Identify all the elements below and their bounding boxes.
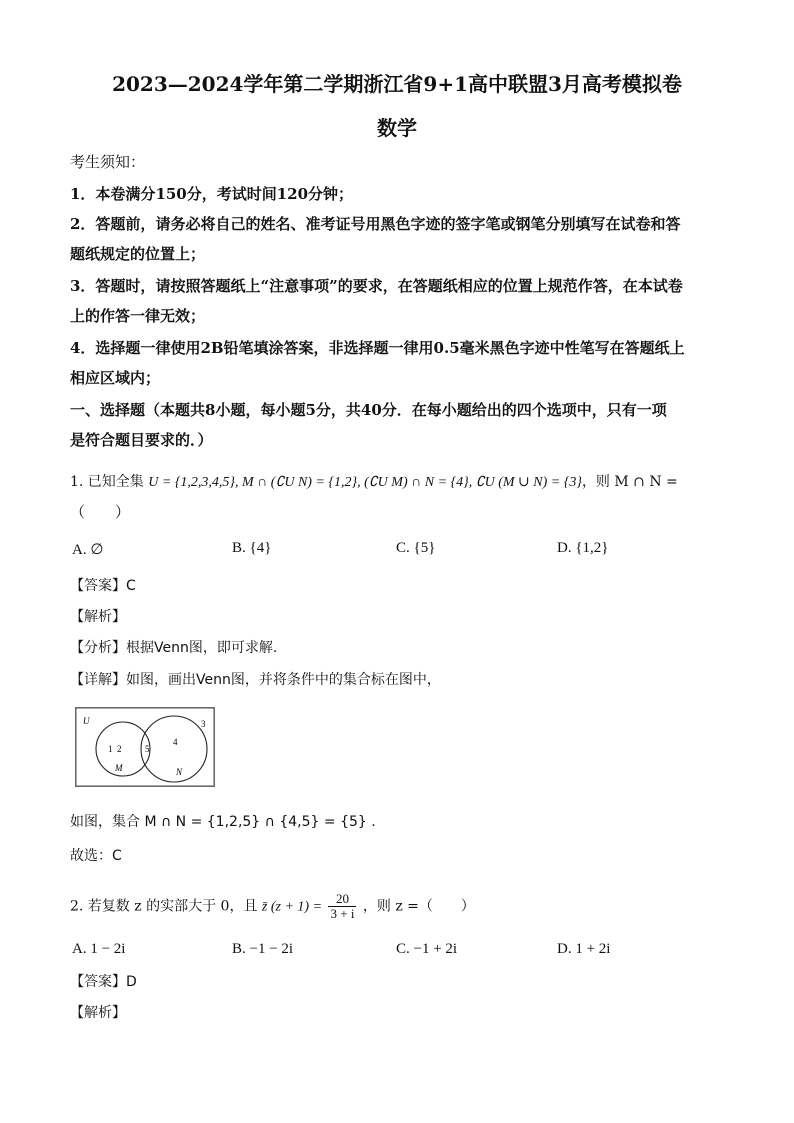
q2-stem-math: z̄ (z + 1) =: [261, 899, 323, 915]
venn-label-3: 3: [201, 719, 206, 729]
exam-subject: 数学: [377, 116, 417, 140]
q1-option-b: B. {4}: [232, 540, 272, 556]
venn-circle-n: [141, 716, 207, 782]
notice-item-2-cont: 题纸规定的位置上；: [70, 245, 206, 263]
notice-item-3-cont: 上的作答一律无效；: [70, 307, 206, 325]
venn-label-m: M: [115, 763, 123, 773]
q2-fraction-denominator: 3 + i: [330, 906, 355, 921]
q1-stem-math: U = {1,2,3,4,5}, M ∩ (∁U N) = {1,2}, (∁U M) ∩ N = {4}, ∁U (M ∪ N) = {3}: [148, 475, 582, 490]
q1-option-c: C. {5}: [396, 540, 436, 556]
q1-paren: （ ）: [70, 503, 131, 521]
q2-stem-suffix: ，则 z =（ ）: [362, 898, 475, 915]
q2-analysis-label: 【解析】: [70, 1005, 126, 1021]
q1-fenxi: 【分析】根据Venn图，即可求解.: [70, 640, 278, 656]
q1-stem-prefix: 1. 已知全集: [70, 474, 144, 490]
venn-label-u: U: [83, 716, 90, 726]
venn-label-1-2: 1 2: [108, 744, 122, 754]
q1-option-d: D. {1,2}: [557, 540, 609, 556]
q2-option-d: D. 1 + 2i: [557, 941, 611, 957]
q1-stem-suffix: ，则 M ∩ N =: [581, 474, 678, 490]
notice-heading: 考生须知：: [70, 153, 146, 171]
q1-conclusion: 如图，集合 M ∩ N = {1,2,5} ∩ {4,5} = {5} .: [70, 814, 376, 830]
notice-item-4-cont: 相应区域内；: [70, 369, 161, 387]
venn-label-4: 4: [173, 737, 178, 747]
section-heading-cont: 是符合题目要求的．）: [70, 431, 213, 449]
q2-stem-prefix: 2. 若复数 z 的实部大于 0，且: [70, 898, 258, 915]
notice-item-3: 3．答题时，请按照答题纸上“注意事项”的要求，在答题纸相应的位置上规范作答，在本试卷: [70, 277, 683, 295]
venn-circle-m: [96, 722, 150, 776]
venn-label-n: N: [176, 767, 183, 777]
venn-diagram: [75, 707, 215, 787]
exam-title: 2023—2024学年第二学期浙江省9+1高中联盟3月高考模拟卷: [112, 72, 682, 96]
q2-option-c: C. −1 + 2i: [396, 941, 458, 957]
q2-option-a: A. 1 − 2i: [72, 941, 126, 957]
q1-analysis-label: 【解析】: [70, 609, 126, 625]
venn-label-5: 5: [145, 744, 150, 754]
q1-stem: [70, 472, 730, 493]
q2-option-b: B. −1 − 2i: [232, 941, 294, 957]
notice-item-1: 1．本卷满分150分，考试时间120分钟；: [70, 185, 354, 203]
q1-answer: 【答案】C: [70, 578, 136, 594]
q2-fraction: [328, 892, 356, 921]
q1-option-a: A. ∅: [72, 542, 104, 558]
q1-choice: 故选：C: [70, 848, 122, 864]
q2-answer: 【答案】D: [70, 974, 137, 990]
q1-xiangjie: 【详解】如图，画出Venn图，并将条件中的集合标在图中，: [70, 672, 441, 688]
section-heading: 一、选择题（本题共8小题，每小题5分，共40分．在每小题给出的四个选项中，只有一项: [70, 401, 667, 419]
q2-stem: [70, 892, 730, 921]
q2-fraction-numerator: 20: [328, 892, 356, 907]
notice-item-4: 4．选择题一律使用2B铅笔填涂答案，非选择题一律用0.5毫米黑色字迹中性笔写在答题纸上: [70, 339, 685, 357]
notice-item-2: 2．答题前，请务必将自己的姓名、准考证号用黑色字迹的签字笔或钢笔分别填写在试卷和答: [70, 215, 681, 233]
